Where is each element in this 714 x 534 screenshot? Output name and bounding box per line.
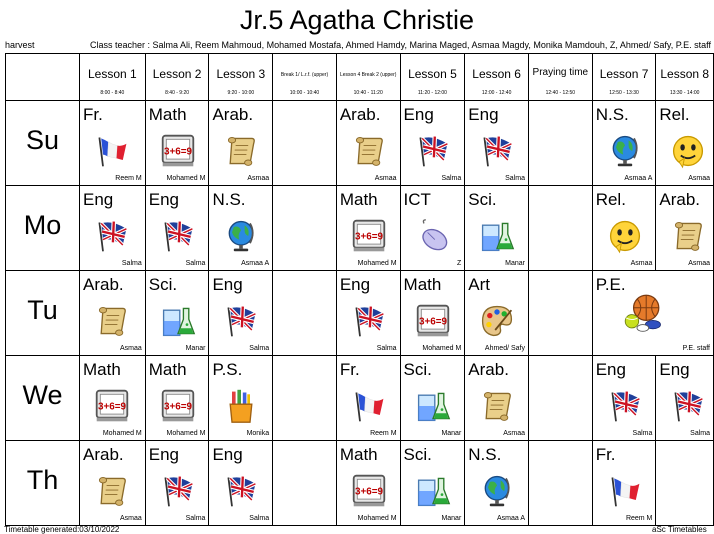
day-label: Tu bbox=[27, 295, 58, 325]
lesson-teacher: Asmaa A bbox=[624, 175, 653, 182]
empty-cell bbox=[528, 271, 592, 356]
lesson-teacher: Manar bbox=[505, 260, 525, 267]
empty-cell bbox=[656, 441, 714, 526]
flag-uk-icon bbox=[670, 388, 706, 424]
period-header bbox=[656, 54, 714, 101]
lesson-subject: Sci. bbox=[148, 275, 178, 294]
lesson-subject: Arab. bbox=[212, 105, 254, 124]
flag-uk-icon bbox=[415, 133, 451, 169]
lesson-teacher: Asmaa bbox=[119, 515, 142, 522]
period-name: Praying time bbox=[532, 67, 589, 78]
lesson-teacher: Salma bbox=[249, 515, 270, 522]
flag-uk-icon bbox=[479, 133, 515, 169]
lesson-subject: Eng bbox=[339, 275, 371, 294]
day-label-cell bbox=[6, 356, 80, 441]
day-row bbox=[6, 356, 714, 441]
period-time: 12:50 - 13:30 bbox=[609, 90, 639, 96]
lesson-subject: Arab. bbox=[339, 105, 381, 124]
lesson-cell bbox=[209, 356, 273, 441]
lesson-teacher: Asmaa bbox=[503, 430, 525, 437]
lesson-cell bbox=[336, 441, 400, 526]
lesson-subject: N.S. bbox=[212, 190, 246, 209]
lesson-cell bbox=[400, 356, 465, 441]
smiley-icon bbox=[607, 218, 643, 254]
period-header bbox=[209, 54, 273, 101]
lesson-teacher: Salma bbox=[690, 430, 710, 437]
scroll-icon bbox=[94, 473, 130, 509]
period-time: 10:00 - 10:40 bbox=[289, 90, 320, 96]
flag-france-icon bbox=[94, 133, 130, 169]
lesson-cell bbox=[209, 101, 273, 186]
lesson-teacher: Asmaa bbox=[119, 345, 142, 352]
math-board-icon bbox=[351, 218, 387, 254]
flag-uk-icon bbox=[94, 218, 130, 254]
period-header bbox=[336, 54, 400, 101]
school-name: harvest bbox=[5, 40, 35, 50]
lesson-cell bbox=[465, 356, 529, 441]
empty-cell bbox=[528, 441, 592, 526]
lesson-subject: Arab. bbox=[468, 360, 509, 379]
lesson-subject: Eng bbox=[148, 445, 179, 464]
lesson-subject: Eng bbox=[403, 105, 434, 124]
day-label-cell bbox=[6, 101, 80, 186]
math-board-icon bbox=[160, 388, 196, 424]
lesson-teacher: Asmaa A bbox=[241, 260, 270, 267]
lesson-cell bbox=[336, 356, 400, 441]
day-label-cell bbox=[6, 186, 80, 271]
lesson-subject: Eng bbox=[468, 105, 499, 124]
svg-text:3+6=9: 3+6=9 bbox=[354, 231, 383, 243]
day-label-cell bbox=[6, 271, 80, 356]
period-name: Lesson 2 bbox=[152, 67, 202, 81]
lesson-teacher: Salma bbox=[185, 515, 206, 522]
lesson-subject: Rel. bbox=[659, 105, 690, 124]
lesson-teacher: Z bbox=[457, 260, 462, 267]
lesson-subject: Math bbox=[148, 360, 187, 379]
day-label-cell bbox=[6, 441, 80, 526]
lesson-teacher: Asmaa bbox=[630, 260, 653, 267]
lesson-teacher: Mohamed M bbox=[422, 345, 462, 352]
lesson-teacher: Monika bbox=[246, 430, 270, 437]
lesson-subject: Math bbox=[82, 360, 121, 379]
lesson-subject: Sci. bbox=[403, 360, 432, 379]
svg-text:3+6=9: 3+6=9 bbox=[97, 401, 126, 413]
day-row bbox=[6, 101, 714, 186]
flag-uk-icon bbox=[223, 473, 259, 509]
day-row bbox=[6, 186, 714, 271]
lesson-teacher: Salma bbox=[185, 260, 206, 267]
math-board-icon bbox=[415, 303, 451, 339]
lesson-cell bbox=[209, 441, 273, 526]
math-board-icon bbox=[351, 473, 387, 509]
lesson-teacher: Mohamed M bbox=[166, 430, 206, 437]
lesson-teacher: P.E. staff bbox=[682, 345, 710, 352]
period-header bbox=[400, 54, 465, 101]
period-name: Lesson 1 bbox=[88, 67, 137, 81]
lesson-subject: Rel. bbox=[595, 190, 626, 209]
lesson-subject: Eng bbox=[659, 360, 690, 379]
lesson-cell bbox=[79, 271, 145, 356]
period-header bbox=[273, 54, 337, 101]
period-name: Lesson 7 bbox=[599, 67, 649, 81]
lesson-cell bbox=[79, 186, 145, 271]
header-row bbox=[6, 54, 714, 101]
lesson-cell bbox=[656, 356, 714, 441]
empty-cell bbox=[273, 441, 337, 526]
flag-uk-icon bbox=[160, 473, 196, 509]
empty-cell bbox=[273, 101, 337, 186]
lesson-cell bbox=[592, 101, 656, 186]
lesson-teacher: Mohamed M bbox=[357, 515, 397, 522]
empty-cell bbox=[273, 186, 337, 271]
period-name: Break 1/ L.r.f. (upper) bbox=[280, 72, 329, 78]
lesson-teacher: Mohamed M bbox=[102, 430, 142, 437]
lesson-subject: Eng bbox=[212, 275, 243, 294]
lesson-cell bbox=[465, 186, 529, 271]
svg-text:3+6=9: 3+6=9 bbox=[418, 316, 447, 328]
beaker-icon bbox=[415, 473, 451, 509]
period-name: Lesson 8 bbox=[660, 67, 710, 81]
day-label: Su bbox=[25, 125, 59, 155]
lesson-subject: Sci. bbox=[468, 190, 497, 209]
lesson-subject: Eng bbox=[148, 190, 179, 209]
lesson-cell bbox=[465, 101, 529, 186]
lesson-teacher: Salma bbox=[376, 345, 397, 352]
lesson-teacher: Salma bbox=[505, 175, 525, 182]
period-header bbox=[528, 54, 592, 101]
lesson-cell bbox=[79, 356, 145, 441]
scroll-icon bbox=[670, 218, 706, 254]
period-time: 13:30 - 14:00 bbox=[669, 90, 700, 96]
lesson-cell bbox=[145, 186, 209, 271]
lesson-teacher: Asmaa bbox=[688, 175, 710, 182]
flag-france-icon bbox=[351, 388, 387, 424]
lesson-teacher: Salma bbox=[249, 345, 270, 352]
day-row bbox=[6, 441, 714, 526]
empty-cell bbox=[528, 101, 592, 186]
footer-credit: aSc Timetables bbox=[652, 525, 707, 534]
lesson-teacher: Asmaa bbox=[247, 175, 270, 182]
lesson-subject: Math bbox=[403, 275, 442, 294]
lesson-teacher: Salma bbox=[632, 430, 653, 437]
lesson-teacher: Ahmed/ Safy bbox=[484, 345, 525, 352]
lesson-subject: N.S. bbox=[595, 105, 629, 124]
lesson-cell bbox=[336, 101, 400, 186]
lesson-subject: Eng bbox=[82, 190, 114, 209]
lesson-teacher: Salma bbox=[121, 260, 142, 267]
lesson-teacher: Asmaa bbox=[374, 175, 397, 182]
lesson-subject: P.E. bbox=[595, 275, 626, 294]
lesson-subject: Math bbox=[339, 445, 378, 464]
lesson-cell bbox=[209, 186, 273, 271]
lesson-teacher: Manar bbox=[441, 430, 462, 437]
lesson-teacher: Mohamed M bbox=[357, 260, 397, 267]
lesson-cell bbox=[592, 271, 713, 356]
timetable-grid bbox=[5, 53, 714, 526]
day-label: We bbox=[22, 380, 63, 410]
period-time: 12:00 - 12:40 bbox=[481, 90, 512, 96]
lesson-subject: Math bbox=[339, 190, 378, 209]
globe-icon bbox=[479, 473, 515, 509]
beaker-icon bbox=[479, 218, 515, 254]
period-header bbox=[145, 54, 209, 101]
lesson-subject: Sci. bbox=[403, 445, 432, 464]
scroll-icon bbox=[94, 303, 130, 339]
beaker-icon bbox=[160, 303, 196, 339]
lesson-cell bbox=[145, 101, 209, 186]
lesson-cell bbox=[656, 101, 714, 186]
empty-cell bbox=[273, 356, 337, 441]
lesson-cell bbox=[465, 441, 529, 526]
period-name: Lesson 3 bbox=[216, 67, 266, 81]
lesson-cell bbox=[400, 441, 465, 526]
day-label: Mo bbox=[23, 210, 62, 240]
period-time: 8:00 - 8:40 bbox=[100, 90, 125, 96]
lesson-cell bbox=[400, 271, 465, 356]
pencil-cup-icon bbox=[223, 388, 259, 424]
lesson-cell bbox=[336, 271, 400, 356]
lesson-cell bbox=[592, 186, 656, 271]
period-header bbox=[465, 54, 529, 101]
lesson-cell bbox=[656, 186, 714, 271]
lesson-subject: N.S. bbox=[468, 445, 502, 464]
smiley-icon bbox=[670, 133, 706, 169]
lesson-subject: Eng bbox=[595, 360, 626, 379]
lesson-cell bbox=[336, 186, 400, 271]
lesson-cell bbox=[400, 101, 465, 186]
svg-text:3+6=9: 3+6=9 bbox=[163, 401, 192, 413]
math-board-icon bbox=[160, 133, 196, 169]
lesson-subject: P.S. bbox=[212, 360, 243, 379]
globe-icon bbox=[607, 133, 643, 169]
lesson-cell bbox=[79, 101, 145, 186]
lesson-subject: Fr. bbox=[339, 360, 360, 379]
flag-france-icon bbox=[607, 473, 643, 509]
footer-generated: Timetable generated:03/10/2022 bbox=[4, 525, 120, 534]
flag-uk-icon bbox=[607, 388, 643, 424]
lesson-cell bbox=[465, 271, 529, 356]
lesson-subject: Arab. bbox=[82, 445, 124, 464]
lesson-subject: Art bbox=[468, 275, 491, 294]
period-header bbox=[592, 54, 656, 101]
lesson-teacher: Salma bbox=[441, 175, 462, 182]
lesson-subject: Fr. bbox=[82, 105, 103, 124]
svg-text:3+6=9: 3+6=9 bbox=[354, 486, 383, 498]
lesson-teacher: Mohamed M bbox=[166, 175, 206, 182]
lesson-teacher: Manar bbox=[185, 345, 206, 352]
period-name: Lesson 5 bbox=[408, 67, 457, 81]
svg-text:3+6=9: 3+6=9 bbox=[163, 146, 192, 158]
beaker-icon bbox=[415, 388, 451, 424]
lesson-cell bbox=[145, 441, 209, 526]
empty-cell bbox=[528, 186, 592, 271]
lesson-subject: Arab. bbox=[659, 190, 701, 209]
lesson-subject: Math bbox=[148, 105, 187, 124]
lesson-cell bbox=[145, 271, 209, 356]
lesson-subject: Fr. bbox=[595, 445, 616, 464]
empty-cell bbox=[528, 356, 592, 441]
lesson-cell bbox=[209, 271, 273, 356]
period-time: 8:40 - 9:20 bbox=[165, 90, 190, 96]
period-name: Lesson 4 Break 2 (upper) bbox=[339, 72, 397, 78]
period-time: 9:20 - 10:00 bbox=[227, 90, 255, 96]
lesson-teacher: Asmaa bbox=[688, 260, 710, 267]
palette-icon bbox=[479, 303, 515, 339]
period-header bbox=[79, 54, 145, 101]
flag-uk-icon bbox=[351, 303, 387, 339]
lesson-subject: ICT bbox=[403, 190, 431, 209]
globe-icon bbox=[223, 218, 259, 254]
flag-uk-icon bbox=[223, 303, 259, 339]
empty-cell bbox=[273, 271, 337, 356]
period-time: 12:40 - 12:50 bbox=[545, 90, 576, 96]
lesson-teacher: Reem M bbox=[115, 175, 142, 182]
page-title: Jr.5 Agatha Christie bbox=[239, 5, 475, 35]
lesson-cell bbox=[145, 356, 209, 441]
scroll-icon bbox=[479, 388, 515, 424]
mouse-icon bbox=[415, 218, 451, 254]
flag-uk-icon bbox=[160, 218, 196, 254]
lesson-teacher: Reem M bbox=[370, 430, 397, 437]
scroll-icon bbox=[223, 133, 259, 169]
lesson-cell bbox=[400, 186, 465, 271]
lesson-cell bbox=[592, 441, 656, 526]
corner-cell bbox=[6, 54, 80, 101]
period-time: 10:40 - 11:20 bbox=[353, 90, 383, 96]
lesson-cell bbox=[592, 356, 656, 441]
math-board-icon bbox=[94, 388, 130, 424]
scroll-icon bbox=[351, 133, 387, 169]
lesson-teacher: Reem M bbox=[625, 515, 653, 522]
sports-balls-icon bbox=[621, 291, 663, 333]
day-label: Th bbox=[26, 465, 59, 495]
class-teachers: Class teacher : Salma Ali, Reem Mahmoud, Mohamed Mostafa, Ahmed Hamdy, Marina Maged, Asmaa Magdy, Monika Mamdouh, Z, Ahmed/ Safy, P.E. staff bbox=[90, 40, 711, 50]
lesson-subject: Eng bbox=[212, 445, 243, 464]
period-name: Lesson 6 bbox=[472, 67, 521, 81]
lesson-teacher: Manar bbox=[441, 515, 462, 522]
lesson-teacher: Asmaa A bbox=[496, 515, 525, 522]
lesson-cell bbox=[79, 441, 145, 526]
day-row bbox=[6, 271, 714, 356]
period-time: 11:20 - 12:00 bbox=[417, 90, 447, 96]
lesson-subject: Arab. bbox=[82, 275, 124, 294]
